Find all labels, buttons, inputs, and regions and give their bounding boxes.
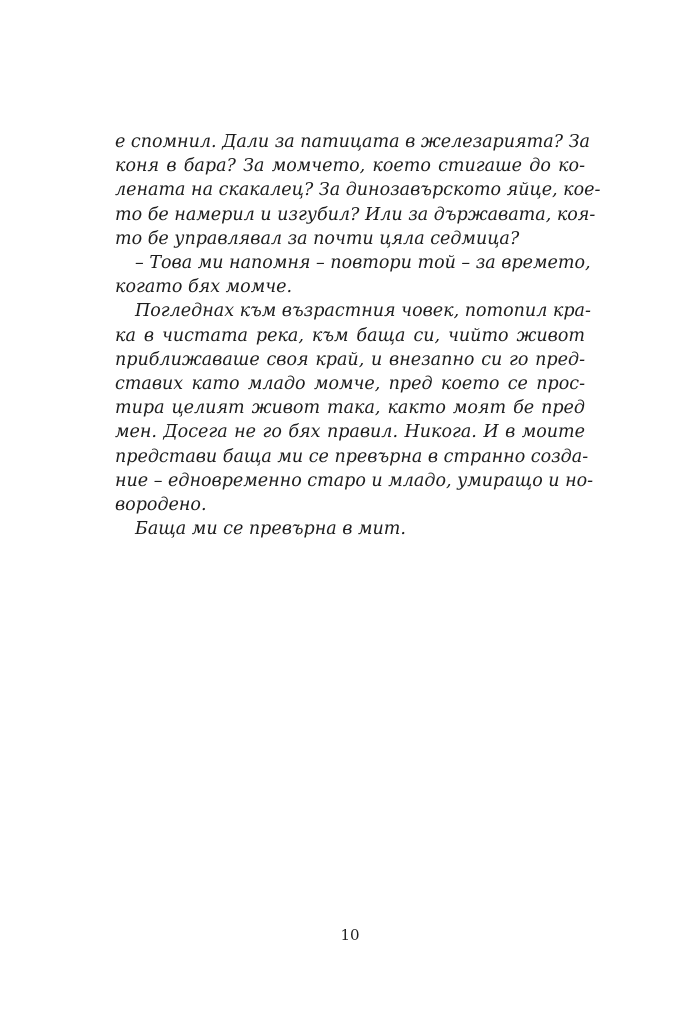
text-line: Погледнах към възрастния човек, потопил кра- bbox=[135, 301, 591, 322]
body-text bbox=[115, 130, 601, 541]
text-line: то бе намерил и изгубил? Или за държавата, коя- bbox=[115, 204, 596, 225]
text-line: тира целият живот така, както моят бе пред bbox=[115, 398, 585, 419]
text-line: е спомнил. Дали за патицата в железарията? За bbox=[115, 132, 590, 152]
text-line: то бе управлявал за почти цяла седмица? bbox=[115, 228, 520, 249]
page-number: 10 bbox=[340, 926, 360, 944]
text-line: представи баща ми се превърна в странно созда- bbox=[115, 446, 589, 467]
text-line: Баща ми се превърна в мит. bbox=[135, 519, 406, 540]
text-line: ние – едновременно старо и младо, умиращо и но- bbox=[115, 470, 594, 491]
text-line: лената на скакалец? За динозавърското яйце, кое- bbox=[115, 180, 601, 201]
text-line: ставих като младо момче, пред което се прос- bbox=[115, 374, 585, 395]
text-line: приближаваше своя край, и внезапно си го пред- bbox=[115, 349, 585, 370]
text-line: коня в бара? За момчето, което стигаше до ко- bbox=[115, 156, 585, 177]
text-line: когато бях момче. bbox=[115, 277, 293, 298]
text-line: ка в чистата река, към баща си, чийто живот bbox=[115, 325, 585, 346]
text-line: – Това ми напомня – повтори той – за времето, bbox=[135, 253, 591, 274]
text-line: мен. Досега не го бях правил. Никога. И в моите bbox=[115, 422, 585, 443]
text-line: вородено. bbox=[115, 495, 207, 516]
